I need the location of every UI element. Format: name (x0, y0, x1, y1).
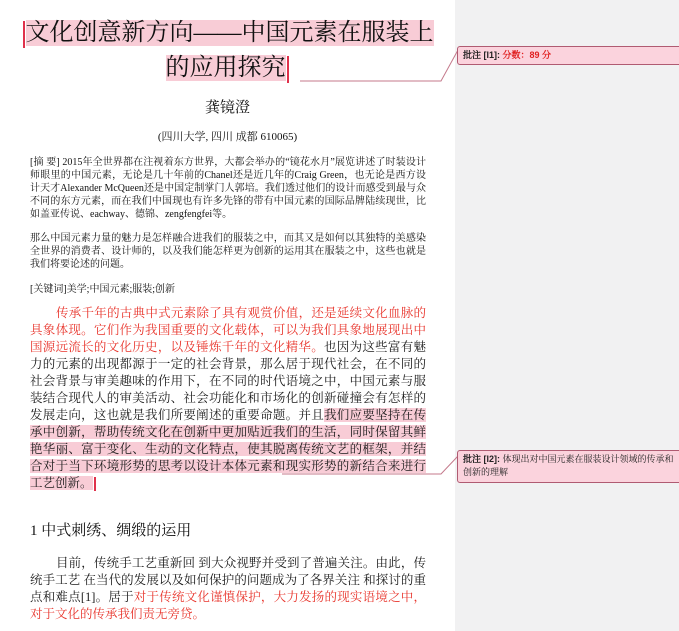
paper-title-text: 文化创意新方向——中国元素在服装上的应用探究 (25, 20, 434, 81)
author-affiliation: (四川大学, 四川 成都 610065) (157, 131, 298, 143)
section-1-normal-text: 目前，传统手工艺重新回 到大众视野并受到了普遍关注。由此，传统手工艺 在当代的发展以及如何保护的问题成为了各界关注 和探讨的重点和难点[1]。居于 (30, 556, 426, 604)
comment-balloon-feedback[interactable] (457, 450, 679, 483)
introduction-normal-text: 也因为这些富有魅力的元素的出现都源于一定的社会背景，那么居于现代社会，在不同的社会背景与审美趣味的作用下，在不同的时代语境之中，中国元素与服装结合现代人的审美活动、社会功能化和市场化的创新碰撞会有怎样的发展走向，这也就是我们所要阐述的重要命题。并且 (30, 340, 426, 422)
comment-balloon-score[interactable] (457, 46, 679, 65)
comment-anchor-bar-end (287, 56, 289, 83)
comment-anchor-bar-paragraph (94, 477, 96, 491)
keywords-line: [关键词]美学;中国元素;服装;创新 (30, 284, 175, 295)
commented-highlight-text: 我们应要坚持在传承中创新，帮助传统文化在创新中更加贴近我们的生活，同时保留其鲜艳华丽、富于变化、生动的文化特点，使其脱离传统文艺的框架，并结合对于当下环境形势的思考以设计本体元素和现实形势的新结合来进行工艺创新。 (30, 408, 426, 490)
comment-anchor-bar-start (23, 21, 25, 48)
tracked-insertion-text-2: 对于传统文化谨慎保护，大力发扬的现实语境之中，对于文化的传承我们责无旁贷。 (30, 590, 426, 621)
abstract-paragraph-2: 那么中国元素力量的魅力是怎样融合进我们的服装之中，而其又是如何以其独特的美感染全世界的消费者、设计师的，以及我们能怎样更为创新的运用其在服装之中，这些也就是我们将要论述的问题。 (30, 233, 426, 270)
section-1-heading: 1 中式刺绣、绸缎的运用 (30, 523, 192, 539)
comment-2-label: 批注 [l2]: (463, 454, 500, 464)
comment-2-text: 体现出对中国元素在服装设计领域的传承和创新的理解 (463, 454, 674, 477)
comment-1-label: 批注 [l1]: (463, 50, 500, 60)
paper-title (20, 16, 435, 86)
abstract-paragraph: [摘 要] 2015年全世界都在注视着东方世界，大都会举办的“镜花水月”展览讲述了时装设计师眼里的中国元素，无论是几十年前的Chanel还是近几年的Craig Green，也无论是西方设计天才Alexander McQueen还是中国定制掌门人郭培。我们透过他们的设计而感受到最与众不同的东方元素，而在我们中国现也有许多先锋的带有中国元素的国际品牌陆续现世，比如盖亚传说、eachway、德锦、zengfengfei等。 (30, 157, 426, 220)
tracked-insertion-text: 传承千年的古典中式元素除了具有观赏价值，还是延续文化血脉的具象体现。它们作为我国重要的文化载体，可以为我们具象地展现出中国源远流长的文化历史，以及锤炼千年的文化精华。 (30, 306, 426, 354)
introduction-paragraph (30, 305, 426, 492)
comment-1-text: 分数：89 分 (502, 50, 552, 60)
author-name: 龚镜澄 (204, 100, 250, 116)
section-1-paragraph (30, 555, 426, 623)
